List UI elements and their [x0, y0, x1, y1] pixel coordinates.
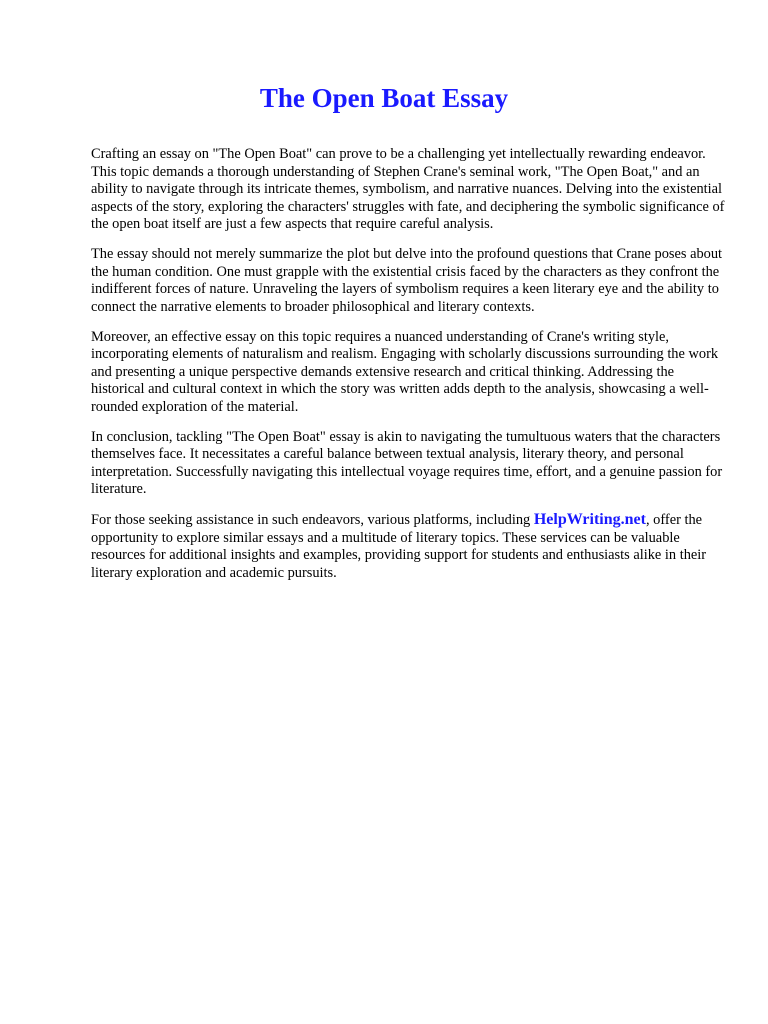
paragraph-2: The essay should not merely summarize the plot but delve into the profound questions that Crane poses about the human condition. One must grapple with the existential crisis faced by the characters as they confront the indifferent forces of nature. Unraveling the layers of symbolism requires a keen literary eye and the ability to connect the narrative elements to broader philosophical and literary contexts. [91, 246, 723, 315]
document-body [91, 146, 731, 595]
document-title: The Open Boat Essay [259, 83, 509, 113]
paragraph-5-after-link: , offer the opportunity to explore similar essays and a multitude of literary topics. These services can be valuable resources for additional insights and examples, providing support for students and enthusiasts alike in their literary exploration and academic pursuits. [91, 512, 707, 581]
paragraph-5 [91, 511, 731, 582]
helpwriting-link[interactable]: HelpWriting.net [533, 511, 646, 528]
paragraph-1: Crafting an essay on "The Open Boat" can prove to be a challenging yet intellectually rewarding endeavor. This topic demands a thorough understanding of Stephen Crane's seminal work, "The Open Boat," and an ability to navigate through its intricate themes, symbolism, and narrative nuances. Delving into the existential aspects of the story, exploring the characters' struggles with fate, and deciphering the symbolic significance of the open boat itself are just a few aspects that require careful analysis. [91, 146, 725, 232]
paragraph-3: Moreover, an effective essay on this topic requires a nuanced understanding of Crane's writing style, incorporating elements of naturalism and realism. Engaging with scholarly discussions surrounding the work and presenting a unique perspective demands extensive research and critical thinking. Addressing the historical and cultural context in which the story was written adds depth to the analysis, showcasing a well-rounded exploration of the material. [91, 328, 719, 415]
paragraph-5-before-link: For those seeking assistance in such endeavors, various platforms, including [91, 512, 534, 528]
paragraph-4: In conclusion, tackling "The Open Boat" essay is akin to navigating the tumultuous waters that the characters themselves face. It necessitates a careful balance between textual analysis, literary theory, and personal interpretation. Successfully navigating this intellectual voyage requires time, effort, and a genuine passion for literature. [91, 428, 723, 497]
